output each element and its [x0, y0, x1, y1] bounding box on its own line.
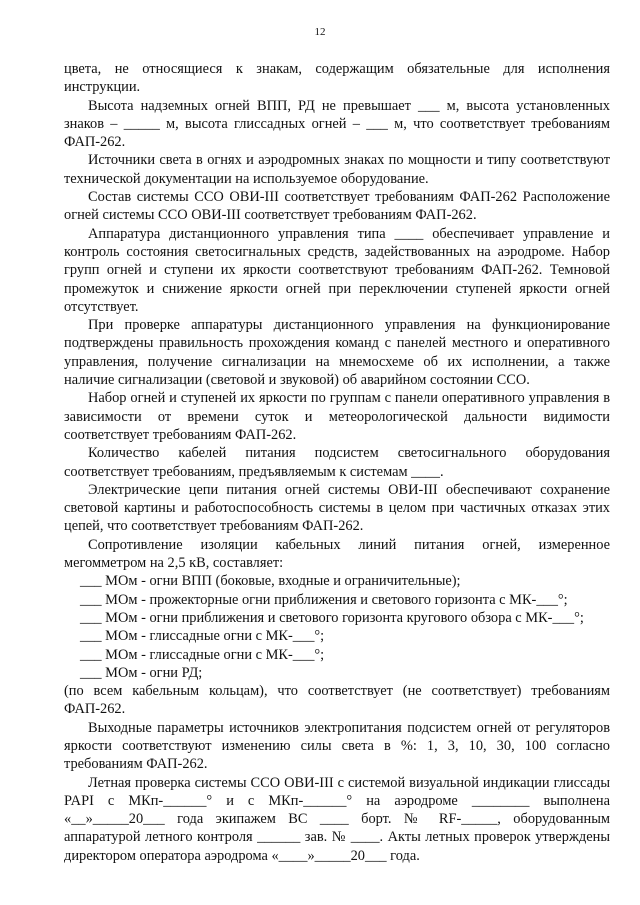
paragraph: Сопротивление изоляции кабельных линий питания огней, измеренное мегомметром на 2,5 кВ, составляет:	[64, 536, 610, 572]
paragraph: Количество кабелей питания подсистем светосигнального оборудования соответствует требованиям, предъявляемым к системам ____.	[64, 445, 610, 480]
resistance-list-item: ___ МОм - глиссадные огни с МК-___°;	[80, 628, 325, 645]
document-body	[64, 60, 610, 865]
resistance-list-item: ___ МОм - огни РД;	[80, 664, 203, 681]
resistance-list-item: ___ МОм - огни ВПП (боковые, входные и ограничительные);	[80, 573, 461, 590]
paragraph: Летная проверка системы ССО ОВИ-III с системой визуальной индикации глиссады PAPI с МКп-______° и с МКп-______° на аэродроме ________ выполнена «__»_____20___ года экипажем ВС ____ борт. № RF-_____, оборудованным аппаратурой летного контроля ______ зав. № ____. Акты летных проверок утверждены директором оператора аэродрома «____»_____20___ года.	[64, 774, 610, 864]
paragraph: (по всем кабельным кольцам), что соответствует (не соответствует) требованиям ФАП-262.	[64, 683, 610, 718]
paragraph: Аппаратура дистанционного управления типа ____ обеспечивает управление и контроль состояния светосигнальных средств, задействованных на аэродроме. Набор групп огней и ступени их яркости соответствуют требованиям ФАП-262. Темновой промежуток и снижение яркости огней при переключении ступеней яркости огней отсутствует.	[64, 225, 610, 315]
paragraph: Набор огней и ступеней их яркости по группам с панели оперативного управления в зависимости от времени суток и метеорологической дальности видимости соответствует требованиям ФАП-262.	[64, 390, 610, 443]
paragraph: Источники света в огнях и аэродромных знаках по мощности и типу соответствуют технической документации на используемое оборудование.	[64, 152, 610, 187]
resistance-list-item: ___ МОм - прожекторные огни приближения и светового горизонта с МК-___°;	[80, 591, 568, 608]
paragraph: При проверке аппаратуры дистанционного управления на функционирование подтверждены правильность прохождения команд с панелей местного и оперативного управления, получение сигнализации на мнемосхеме об их исполнении, а также наличие сигнализации (световой и звуковой) об аварийном состоянии ССО.	[64, 317, 610, 389]
paragraph: Выходные параметры источников электропитания подсистем огней от регуляторов яркости соответствуют изменению силы света в %: 1, 3, 10, 30, 100 согласно требованиям ФАП-262.	[64, 719, 610, 773]
resistance-list-item: ___ МОм - глиссадные огни с МК-___°;	[80, 646, 325, 663]
paragraph: Электрические цепи питания огней системы ОВИ-III обеспечивают сохранение световой картины и работоспособность системы в целом при частичных отказах этих цепей, что соответствует требованиям ФАП-262.	[64, 481, 610, 535]
paragraph: Высота надземных огней ВПП, РД не превышает ___ м, высота установленных знаков – _____ м, высота глиссадных огней – ___ м, что соответствует требованиям ФАП-262.	[64, 97, 610, 151]
page-number: 12	[314, 26, 326, 38]
resistance-list-item: ___ МОм - огни приближения и светового горизонта кругового обзора с МК-___°;	[80, 609, 584, 626]
paragraph: Состав системы ССО ОВИ-III соответствует требованиям ФАП-262 Расположение огней системы ССО ОВИ-III соответствует требованиям ФАП-262.	[64, 189, 610, 224]
paragraph: цвета, не относящиеся к знакам, содержащим обязательные для исполнения инструкции.	[64, 61, 610, 96]
